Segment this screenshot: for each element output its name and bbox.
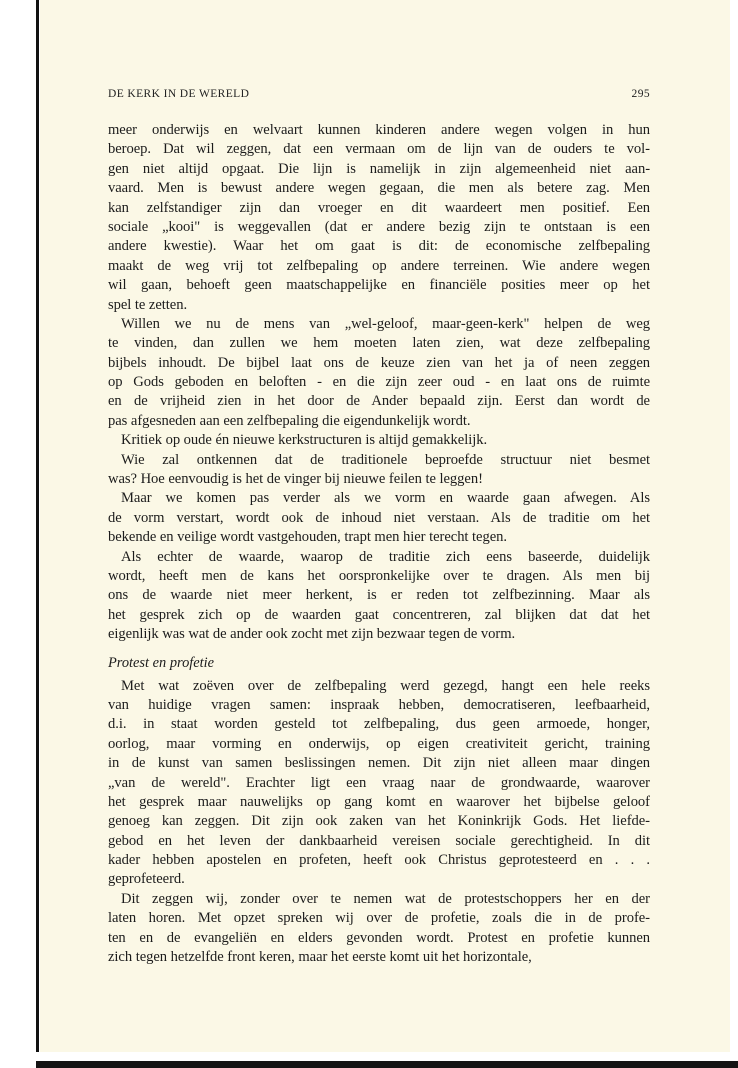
text-line: eigenlijk was wat de ander ook zocht met zijn bezwaar tegen de vorm. [108, 626, 516, 643]
text-line: was? Hoe eenvoudig is het de vinger bij nieuwe feilen te leggen! [108, 471, 483, 488]
text-line: wordt, heeft men de kans het oorspronkelijke over te dragen. Als men bij [108, 567, 650, 584]
book-page [40, 0, 730, 1052]
text-line: Kritiek op oude én nieuwe kerkstructuren is altijd gemakkelijk. [121, 432, 488, 449]
text-line: wil gaan, behoeft geen maatschappelijke en financiële posities meer op het [108, 277, 650, 294]
text-line: het gesprek maar nauwelijks op gang komt en waarover het bijbelse geloof [108, 793, 650, 810]
paragraph [108, 121, 650, 315]
paragraph [108, 890, 650, 968]
text-line: Als echter de waarde, waarop de traditie zich eens baseerde, duidelijk [121, 548, 650, 565]
text-line: kan zelfstandiger zijn dan vroeger en dit waardeert men positief. Een [108, 199, 650, 216]
text-line: bekende en veilige wordt vastgehouden, trapt men hier terecht tegen. [108, 529, 507, 546]
page-number: 295 [631, 88, 650, 100]
text-line: genoeg kan zeggen. Dit zijn ook zaken van het Koninkrijk Gods. Het liefde- [108, 813, 650, 830]
scan-left-border [0, 0, 40, 1068]
text-line: Willen we nu de mens van „wel-geloof, maar-geen-kerk" helpen de weg [121, 315, 650, 332]
text-line: in de kunst van samen beslissingen nemen. Dit zijn niet alleen maar dingen [108, 755, 650, 772]
text-line: en de vrijheid zien in het door de Ander bepaald zijn. Eerst dan wordt de [108, 393, 650, 410]
paragraph [108, 315, 650, 431]
text-line: kader hebben apostelen en profeten, heeft ook Christus geprotesteerd en . . . [108, 852, 650, 869]
scan-bottom-border [36, 1052, 738, 1068]
text-line: zich tegen hetzelfde front keren, maar het eerste komt uit het horizontale, [108, 949, 532, 966]
text-line: Wie zal ontkennen dat de traditionele beproefde structuur niet besmet [121, 451, 650, 468]
text-line: gebod en het leven der dankbaarheid vereisen sociale gerechtigheid. In dit [108, 832, 650, 849]
paragraph [108, 451, 650, 490]
text-line: laten horen. Met opzet spreken wij over de profetie, zoals die in de profe- [108, 910, 650, 927]
paragraph [108, 489, 650, 547]
text-line: vaard. Men is bewust andere wegen gegaan, die men als betere zag. Men [108, 180, 650, 197]
text-line: beroep. Dat wil zeggen, dat een vermaan om de lijn van de ouders te vol- [108, 141, 650, 158]
text-line: Met wat zoëven over de zelfbepaling werd gezegd, hangt een hele reeks [121, 677, 650, 694]
text-line: meer onderwijs en welvaart kunnen kinderen andere wegen volgen in hun [108, 122, 650, 138]
paragraph [108, 431, 650, 450]
body-text [108, 121, 650, 967]
text-line: bijbels inhoudt. De bijbel laat ons de keuze zien van het ja of neen zeggen [108, 354, 650, 371]
running-head [108, 88, 650, 100]
text-line: oorlog, maar vorming en onderwijs, op eigen creativiteit gericht, training [108, 735, 650, 752]
text-line: op Gods geboden en beloften - en die zijn zeer oud - en laat ons de ruimte [108, 374, 650, 391]
body-text-part-2 [108, 677, 650, 968]
text-line: ons de waarde niet meer herkent, is er reden tot zelfbezinning. Maar als [108, 587, 650, 604]
text-line: te vinden, dan zullen we hem moeten laten zien, wat deze zelfbepaling [108, 335, 650, 352]
text-line: spel te zetten. [108, 296, 188, 313]
text-line: het gesprek zich op de waarden gaat concentreren, zal blijken dat dat het [108, 606, 650, 623]
text-line: sociale „kooi" is weggevallen (dat er andere bezig zijn te ontstaan is een [108, 218, 650, 235]
text-line: maakt de weg vrij tot zelfbepaling op andere terreinen. Wie andere wegen [108, 257, 650, 274]
running-head-title: DE KERK IN DE WERELD [108, 88, 250, 100]
text-line: pas afgesneden aan een zelfbepaling die eigendunkelijk wordt. [108, 412, 471, 429]
section-heading: Protest en profetie [108, 654, 215, 671]
paragraph [108, 548, 650, 645]
text-line: de vorm verstart, wordt ook de inhoud niet verstaan. Als de traditie om het [108, 509, 650, 526]
text-line: d.i. in staat worden gesteld tot zelfbepaling, dus geen armoede, honger, [108, 716, 650, 733]
text-line: gen niet altijd opgaat. Die lijn is namelijk in zijn algemeenheid niet aan- [108, 160, 650, 177]
text-line: Maar we komen pas verder als we vorm en waarde gaan afwegen. Als [121, 490, 650, 507]
body-text-part-1 [108, 121, 650, 645]
text-line: „van de wereld". Erachter ligt een vraag naar de grondwaarde, waarover [108, 774, 650, 791]
text-line: van huidige vragen samen: inspraak hebben, democratiseren, leefbaarheid, [108, 696, 650, 713]
text-line: ten en de evangeliën en elders gevonden wordt. Protest en profetie kunnen [108, 929, 650, 946]
paragraph [108, 677, 650, 890]
text-line: Dit zeggen wij, zonder over te nemen wat de protestschoppers her en der [121, 890, 650, 907]
text-line: geprofeteerd. [108, 871, 185, 888]
text-line: andere kwestie). Waar het om gaat is dit: de economische zelfbepaling [108, 238, 650, 255]
